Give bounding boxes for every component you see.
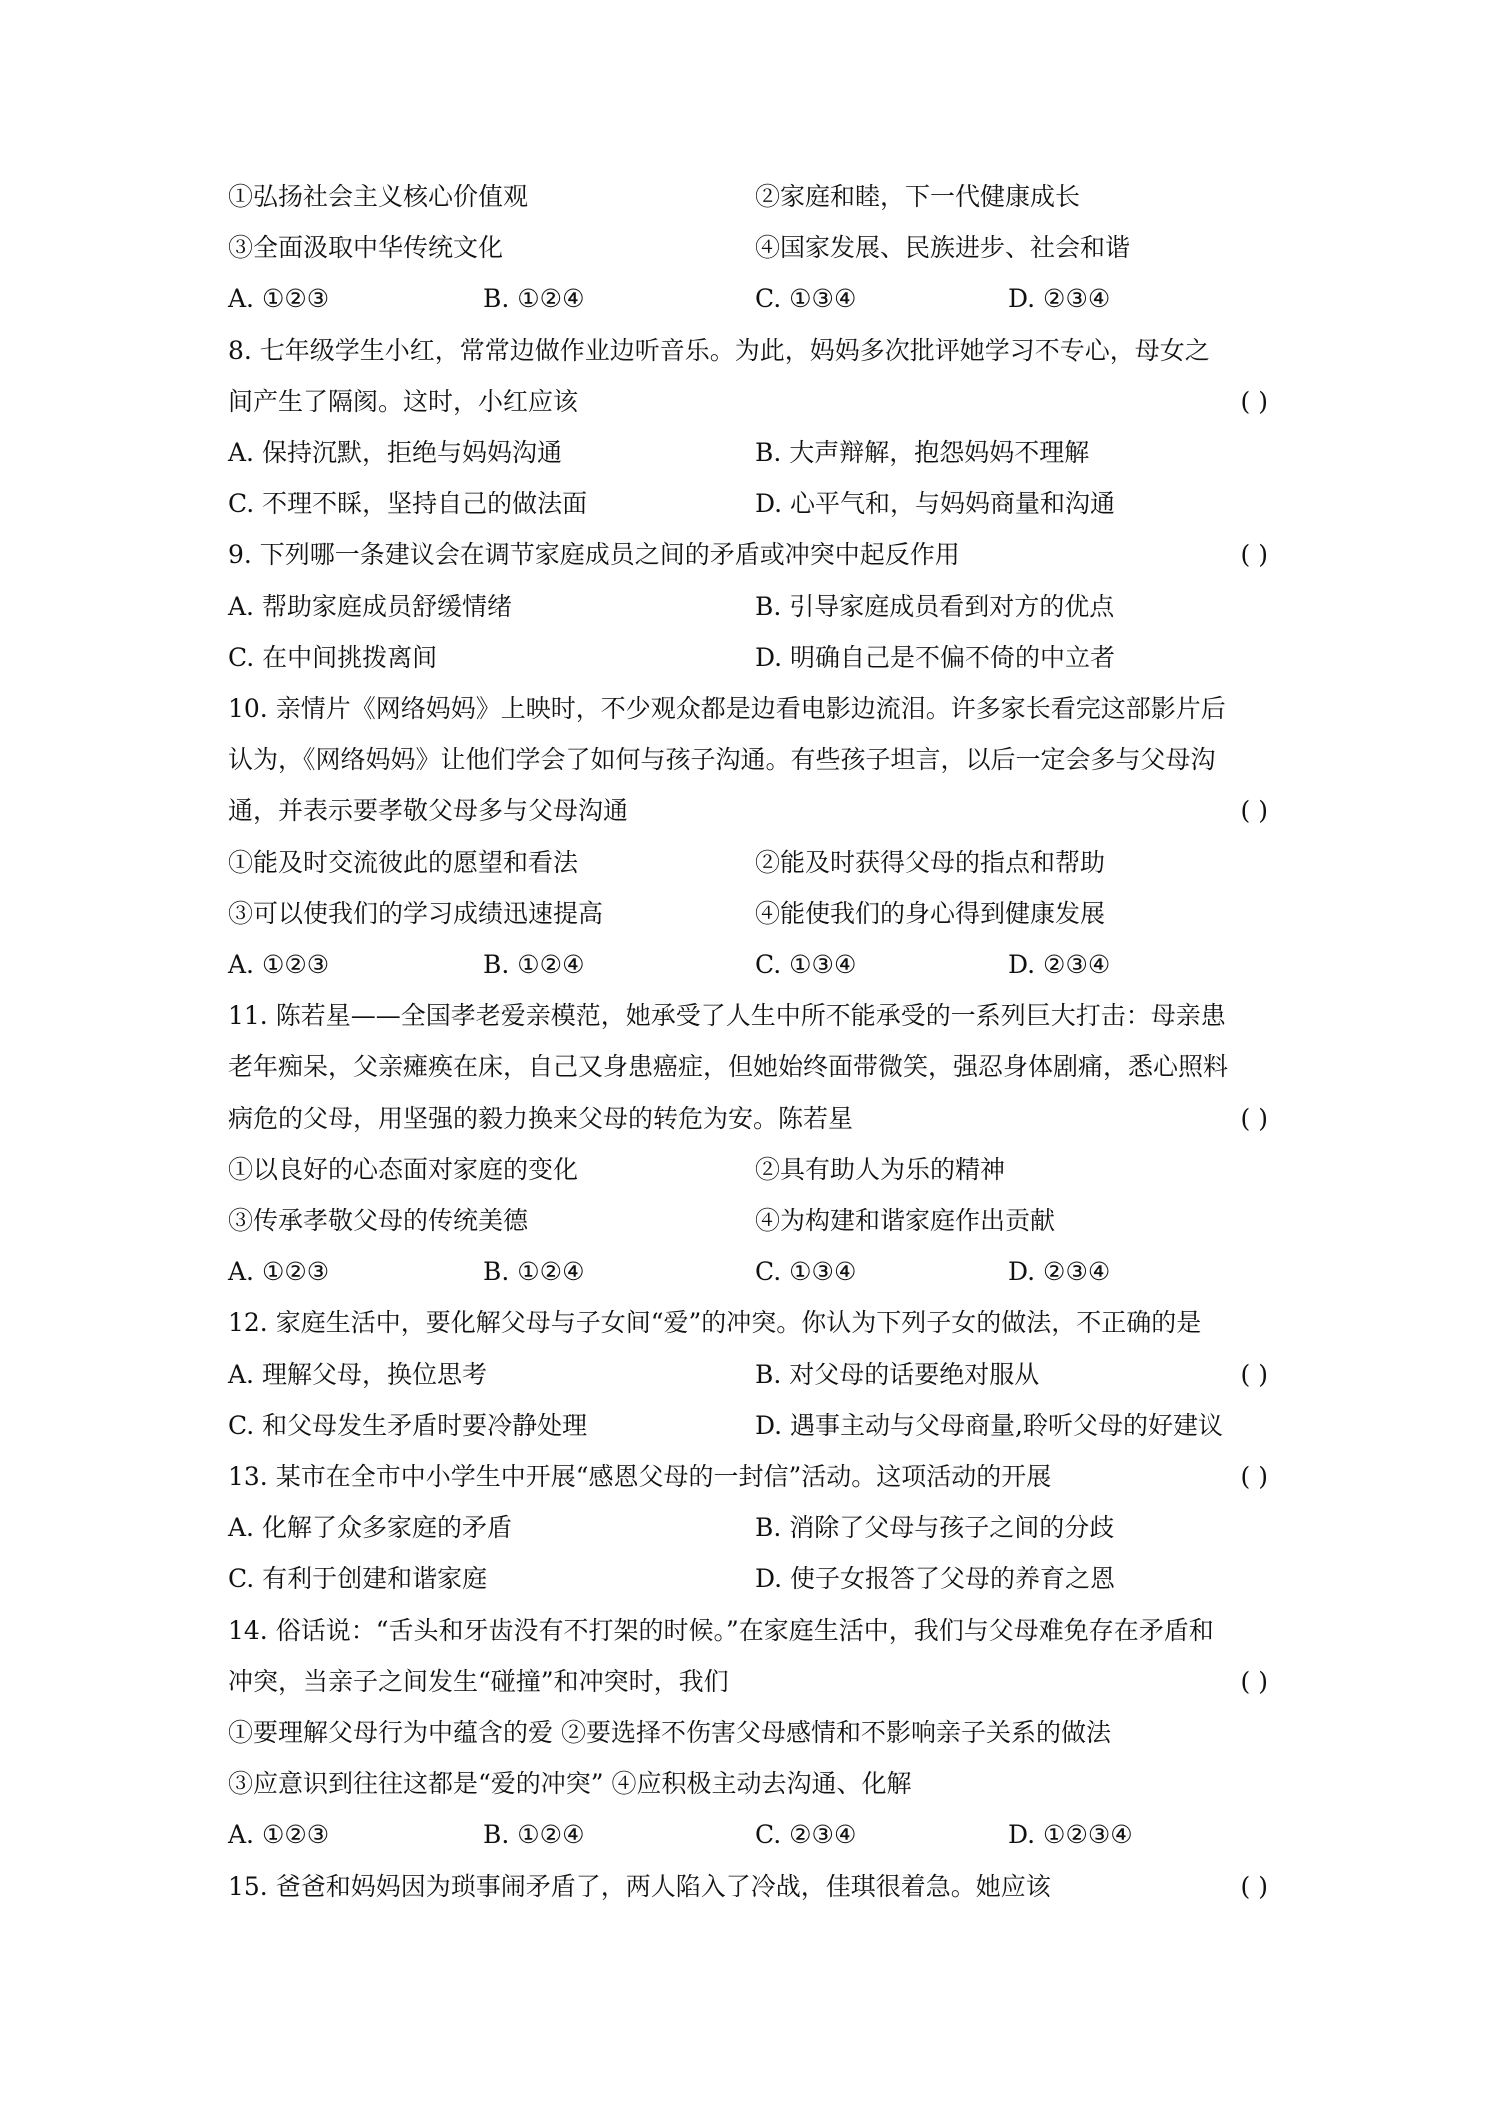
text-line [228, 172, 1268, 222]
option-left: C. 不理不睬，坚持自己的做法面 [228, 489, 588, 519]
line-text: ③应意识到往往这都是“爱的冲突” ④应积极主动去沟通、化解 [228, 1769, 912, 1799]
option-left: A. 理解父母，换位思考 [228, 1359, 487, 1389]
line-text: 9. 下列哪一条建议会在调节家庭成员之间的矛盾或冲突中起反作用 [228, 540, 960, 570]
option-a: A. ①②③ [228, 1257, 330, 1287]
text-line [228, 1247, 1268, 1297]
option-b: B. ①②④ [483, 950, 585, 979]
option-right: ④国家发展、民族进步、社会和谐 [755, 233, 1131, 263]
line-text: 冲突，当亲子之间发生“碰撞”和冲突时，我们 [228, 1666, 729, 1696]
option-left: A. 保持沉默，拒绝与妈妈沟通 [228, 438, 562, 467]
line-text: 间产生了隔阂。这时，小红应该 [228, 386, 579, 416]
text-line [228, 1606, 1268, 1656]
text-line [228, 582, 1268, 632]
line-text: 14. 俗话说：“舌头和牙齿没有不打架的时候。”在家庭生活中，我们与父母难免存在矛盾和 [228, 1615, 1214, 1645]
text-line [228, 530, 1268, 580]
answer-bracket: ( ) [1240, 540, 1268, 570]
option-b: B. ①②④ [483, 284, 585, 314]
line-text: 11. 陈若星——全国孝老爱亲模范，她承受了人生中所不能承受的一系列巨大打击：母亲患 [228, 1001, 1226, 1031]
text-line [228, 1094, 1268, 1144]
answer-bracket: ( ) [1240, 796, 1268, 826]
text-line [228, 1862, 1268, 1912]
line-text: 8. 七年级学生小红，常常边做作业边听音乐。为此，妈妈多次批评她学习不专心，母女之 [228, 335, 1210, 365]
text-line [228, 1810, 1268, 1860]
text-line [228, 223, 1268, 273]
option-d: D. ②③④ [1008, 1257, 1111, 1287]
option-d: D. ②③④ [1008, 950, 1111, 979]
text-line [228, 1759, 1268, 1809]
text-line [228, 1503, 1268, 1553]
text-line [228, 838, 1268, 888]
option-d: D. ②③④ [1008, 284, 1111, 314]
answer-bracket: ( ) [1240, 386, 1268, 416]
option-c: C. ①③④ [755, 1257, 857, 1287]
option-left: ③传承孝敬父母的传统美德 [228, 1206, 529, 1235]
line-text: 12. 家庭生活中，要化解父母与子女间“爱”的冲突。你认为下列子女的做法，不正确的是 [228, 1308, 1202, 1338]
text-line [228, 377, 1268, 427]
line-text: 通，并表示要孝敬父母多与父母沟通 [228, 796, 629, 826]
option-right: B. 引导家庭成员看到对方的优点 [755, 591, 1115, 621]
option-left: C. 有利于创建和谐家庭 [228, 1564, 488, 1594]
text-line [228, 1196, 1268, 1246]
option-c: C. ①③④ [755, 950, 857, 979]
answer-bracket: ( ) [1240, 1462, 1268, 1491]
option-left: C. 和父母发生矛盾时要冷静处理 [228, 1410, 588, 1440]
text-line [228, 479, 1268, 529]
option-left: ①弘扬社会主义核心价值观 [228, 182, 529, 211]
text-line [228, 1042, 1268, 1092]
option-a: A. ①②③ [228, 1820, 330, 1850]
option-left: ①以良好的心态面对家庭的变化 [228, 1154, 579, 1184]
option-c: C. ②③④ [755, 1820, 857, 1850]
answer-bracket: ( ) [1240, 1103, 1268, 1133]
line-text: 认为，《网络妈妈》让他们学会了如何与孩子沟通。有些孩子坦言，以后一定会多与父母沟 [228, 745, 1216, 775]
option-a: A. ①②③ [228, 284, 330, 314]
option-right: ④能使我们的身心得到健康发展 [755, 898, 1106, 928]
option-right: ②能及时获得父母的指点和帮助 [755, 847, 1106, 877]
text-line [228, 428, 1268, 478]
text-line [228, 684, 1268, 734]
option-right: B. 消除了父母与孩子之间的分歧 [755, 1513, 1115, 1543]
option-right: ②具有助人为乐的精神 [755, 1154, 1006, 1184]
answer-bracket: ( ) [1240, 1666, 1268, 1696]
option-right: D. 心平气和，与妈妈商量和沟通 [755, 489, 1116, 519]
text-line [228, 1298, 1268, 1348]
text-line [228, 633, 1268, 683]
text-line [228, 1350, 1268, 1400]
option-b: B. ①②④ [483, 1820, 585, 1850]
text-line [228, 1401, 1268, 1451]
line-text: 病危的父母，用坚强的毅力换来父母的转危为安。陈若星 [228, 1103, 854, 1133]
text-line [228, 1145, 1268, 1195]
text-line [228, 889, 1268, 939]
option-left: ③可以使我们的学习成绩迅速提高 [228, 898, 604, 928]
option-left: ①能及时交流彼此的愿望和看法 [228, 847, 579, 877]
text-line [228, 1554, 1268, 1604]
option-b: B. ①②④ [483, 1257, 585, 1287]
option-left: ③全面汲取中华传统文化 [228, 233, 504, 263]
text-line [228, 786, 1268, 836]
option-right: B. 对父母的话要绝对服从 [755, 1359, 1040, 1389]
option-right: D. 使子女报答了父母的养育之恩 [755, 1564, 1116, 1594]
line-text: 15. 爸爸和妈妈因为琐事闹矛盾了，两人陷入了冷战，佳琪很着急。她应该 [228, 1871, 1051, 1901]
line-text: 13. 某市在全市中小学生中开展“感恩父母的一封信”活动。这项活动的开展 [228, 1462, 1052, 1491]
text-line [228, 940, 1268, 990]
option-right: ④为构建和谐家庭作出贡献 [755, 1206, 1056, 1235]
text-line [228, 274, 1268, 324]
line-text: 老年痴呆，父亲瘫痪在床，自己又身患癌症，但她始终面带微笑，强忍身体剧痛，悉心照料 [228, 1052, 1229, 1082]
option-left: A. 化解了众多家庭的矛盾 [228, 1513, 512, 1543]
option-left: A. 帮助家庭成员舒缓情绪 [228, 591, 512, 621]
option-d: D. ①②③④ [1008, 1820, 1133, 1850]
text-line [228, 991, 1268, 1041]
option-right: ②家庭和睦，下一代健康成长 [755, 182, 1081, 211]
answer-bracket: ( ) [1240, 1359, 1268, 1389]
option-right: D. 明确自己是不偏不倚的中立者 [755, 642, 1116, 672]
text-line [228, 1657, 1268, 1707]
option-a: A. ①②③ [228, 950, 330, 979]
text-line [228, 326, 1268, 376]
line-text: ①要理解父母行为中蕴含的爱 ②要选择不伤害父母感情和不影响亲子关系的做法 [228, 1718, 1111, 1747]
answer-bracket: ( ) [1240, 1871, 1268, 1901]
option-right: D. 遇事主动与父母商量,聆听父母的好建议 [755, 1410, 1223, 1440]
text-line [228, 1452, 1268, 1502]
option-right: B. 大声辩解，抱怨妈妈不理解 [755, 438, 1090, 467]
line-text: 10. 亲情片《网络妈妈》上映时，不少观众都是边看电影边流泪。许多家长看完这部影片后 [228, 694, 1226, 723]
option-left: C. 在中间挑拨离间 [228, 642, 438, 672]
option-c: C. ①③④ [755, 284, 857, 314]
text-line [228, 735, 1268, 785]
text-line [228, 1708, 1268, 1758]
